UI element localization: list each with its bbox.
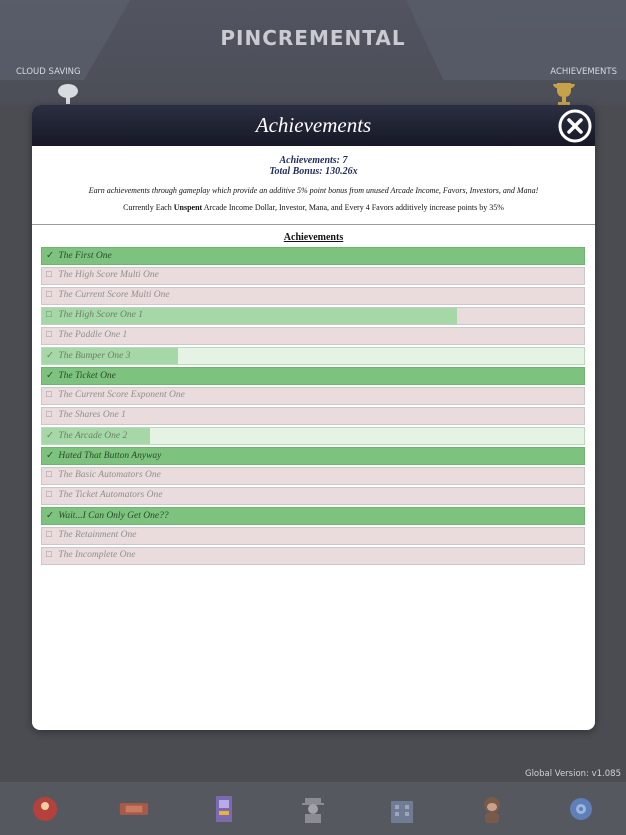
achievement-row xyxy=(41,487,585,505)
achievement-name: The Incomplete One xyxy=(58,550,136,560)
achievement-row xyxy=(41,547,585,565)
achievement-row xyxy=(41,307,585,325)
achievement-name: The Bumper One 3 xyxy=(58,351,131,361)
achievement-row xyxy=(41,267,585,285)
achievement-label xyxy=(46,410,126,420)
checkbox-icon: □ xyxy=(46,390,52,400)
achievement-row xyxy=(41,427,585,445)
achievements-list-heading: Achievements xyxy=(283,232,344,243)
achievement-label xyxy=(46,310,143,320)
achievement-name: The Current Score Multi One xyxy=(58,290,170,300)
checkbox-icon: □ xyxy=(46,310,52,320)
checkmark-icon: ✓ xyxy=(46,251,54,261)
modal-header xyxy=(32,105,595,146)
achievement-row xyxy=(41,347,585,365)
checkmark-icon: ✓ xyxy=(46,451,54,461)
achievement-label xyxy=(46,390,185,400)
achievement-name: The Ticket One xyxy=(58,371,116,381)
arcade-icon[interactable] xyxy=(209,794,239,824)
achievement-name: The High Score One 1 xyxy=(58,310,143,320)
unspent-prefix: Currently Each xyxy=(123,203,174,212)
achievement-row xyxy=(41,327,585,345)
game-title: PINCREMENTAL xyxy=(220,26,406,50)
achievement-summary xyxy=(32,146,595,212)
bonus-description: Earn achievements through gameplay which provide an additive 5% point bonus from unused Arcade Income, Favors, Investors, and Mana! xyxy=(88,186,539,195)
checkmark-icon: ✓ xyxy=(46,371,54,381)
achievement-label xyxy=(46,250,112,261)
checkmark-icon: ✓ xyxy=(46,511,54,521)
achievement-label xyxy=(46,490,162,500)
cloud-saving-label[interactable]: CLOUD SAVING xyxy=(16,67,81,77)
achievement-name: The Shares One 1 xyxy=(58,410,126,420)
ticket-icon[interactable] xyxy=(119,794,149,824)
unspent-description xyxy=(32,203,595,212)
checkbox-icon: □ xyxy=(46,270,52,280)
achievement-name: Hated That Button Anyway xyxy=(58,451,162,461)
achievement-label xyxy=(46,550,135,560)
achievement-row xyxy=(41,447,585,465)
achievement-label xyxy=(46,450,161,461)
building-icon[interactable] xyxy=(387,794,417,824)
checkbox-icon: □ xyxy=(46,490,52,500)
achievement-row xyxy=(41,507,585,525)
checkbox-icon: □ xyxy=(46,290,52,300)
achievement-list xyxy=(41,247,585,567)
close-icon[interactable] xyxy=(558,109,592,143)
achievements-label[interactable]: ACHIEVEMENTS xyxy=(550,67,617,77)
achievement-label xyxy=(46,530,136,540)
achievement-name: The First One xyxy=(58,251,112,261)
investor-icon[interactable] xyxy=(298,794,328,824)
achievement-name: The Basic Automators One xyxy=(58,470,161,480)
monkey-icon[interactable] xyxy=(477,794,507,824)
achievement-label xyxy=(46,270,159,280)
achievement-row xyxy=(41,367,585,385)
achievement-label xyxy=(46,330,127,340)
achievement-label xyxy=(46,370,116,381)
divider xyxy=(32,224,595,225)
version-text: Global Version: v1.085 xyxy=(524,769,621,779)
achievement-label xyxy=(46,510,169,521)
settings-icon[interactable] xyxy=(566,794,596,824)
modal-title: Achievements xyxy=(255,113,372,137)
pinball-icon[interactable] xyxy=(30,794,60,824)
achievement-row xyxy=(41,287,585,305)
checkmark-icon: ✓ xyxy=(46,431,54,441)
achievement-label xyxy=(46,290,170,300)
bottom-nav xyxy=(0,782,626,835)
total-bonus: Total Bonus: 130.26x xyxy=(269,166,358,177)
achievement-label xyxy=(46,470,161,480)
achievement-name: The Paddle One 1 xyxy=(58,330,128,340)
achievement-label xyxy=(46,430,127,441)
achievement-name: The Ticket Automators One xyxy=(58,490,163,500)
achievement-count: Achievements: 7 xyxy=(279,155,348,166)
achievement-name: The Arcade One 2 xyxy=(58,431,128,441)
unspent-suffix: Arcade Income Dollar, Investor, Mana, and Every 4 Favors additively increase points by 35% xyxy=(202,203,504,212)
checkbox-icon: □ xyxy=(46,530,52,540)
achievement-row xyxy=(41,247,585,265)
unspent-bold: Unspent xyxy=(173,203,203,212)
achievement-name: The High Score Multi One xyxy=(58,270,159,280)
achievement-row xyxy=(41,387,585,405)
cloud-icon[interactable] xyxy=(55,80,81,106)
achievement-name: The Retainment One xyxy=(58,530,137,540)
checkbox-icon: □ xyxy=(46,410,52,420)
achievement-row xyxy=(41,527,585,545)
trophy-icon[interactable] xyxy=(551,80,577,106)
game-background xyxy=(0,0,626,105)
checkmark-icon: ✓ xyxy=(46,351,54,361)
achievements-modal xyxy=(32,105,595,730)
achievement-row xyxy=(41,467,585,485)
checkbox-icon: □ xyxy=(46,550,52,560)
achievement-row xyxy=(41,407,585,425)
achievement-label xyxy=(46,350,130,361)
achievement-name: Wait...I Can Only Get One?? xyxy=(58,511,169,521)
checkbox-icon: □ xyxy=(46,470,52,480)
checkbox-icon: □ xyxy=(46,330,52,340)
achievement-name: The Current Score Exponent One xyxy=(58,390,185,400)
